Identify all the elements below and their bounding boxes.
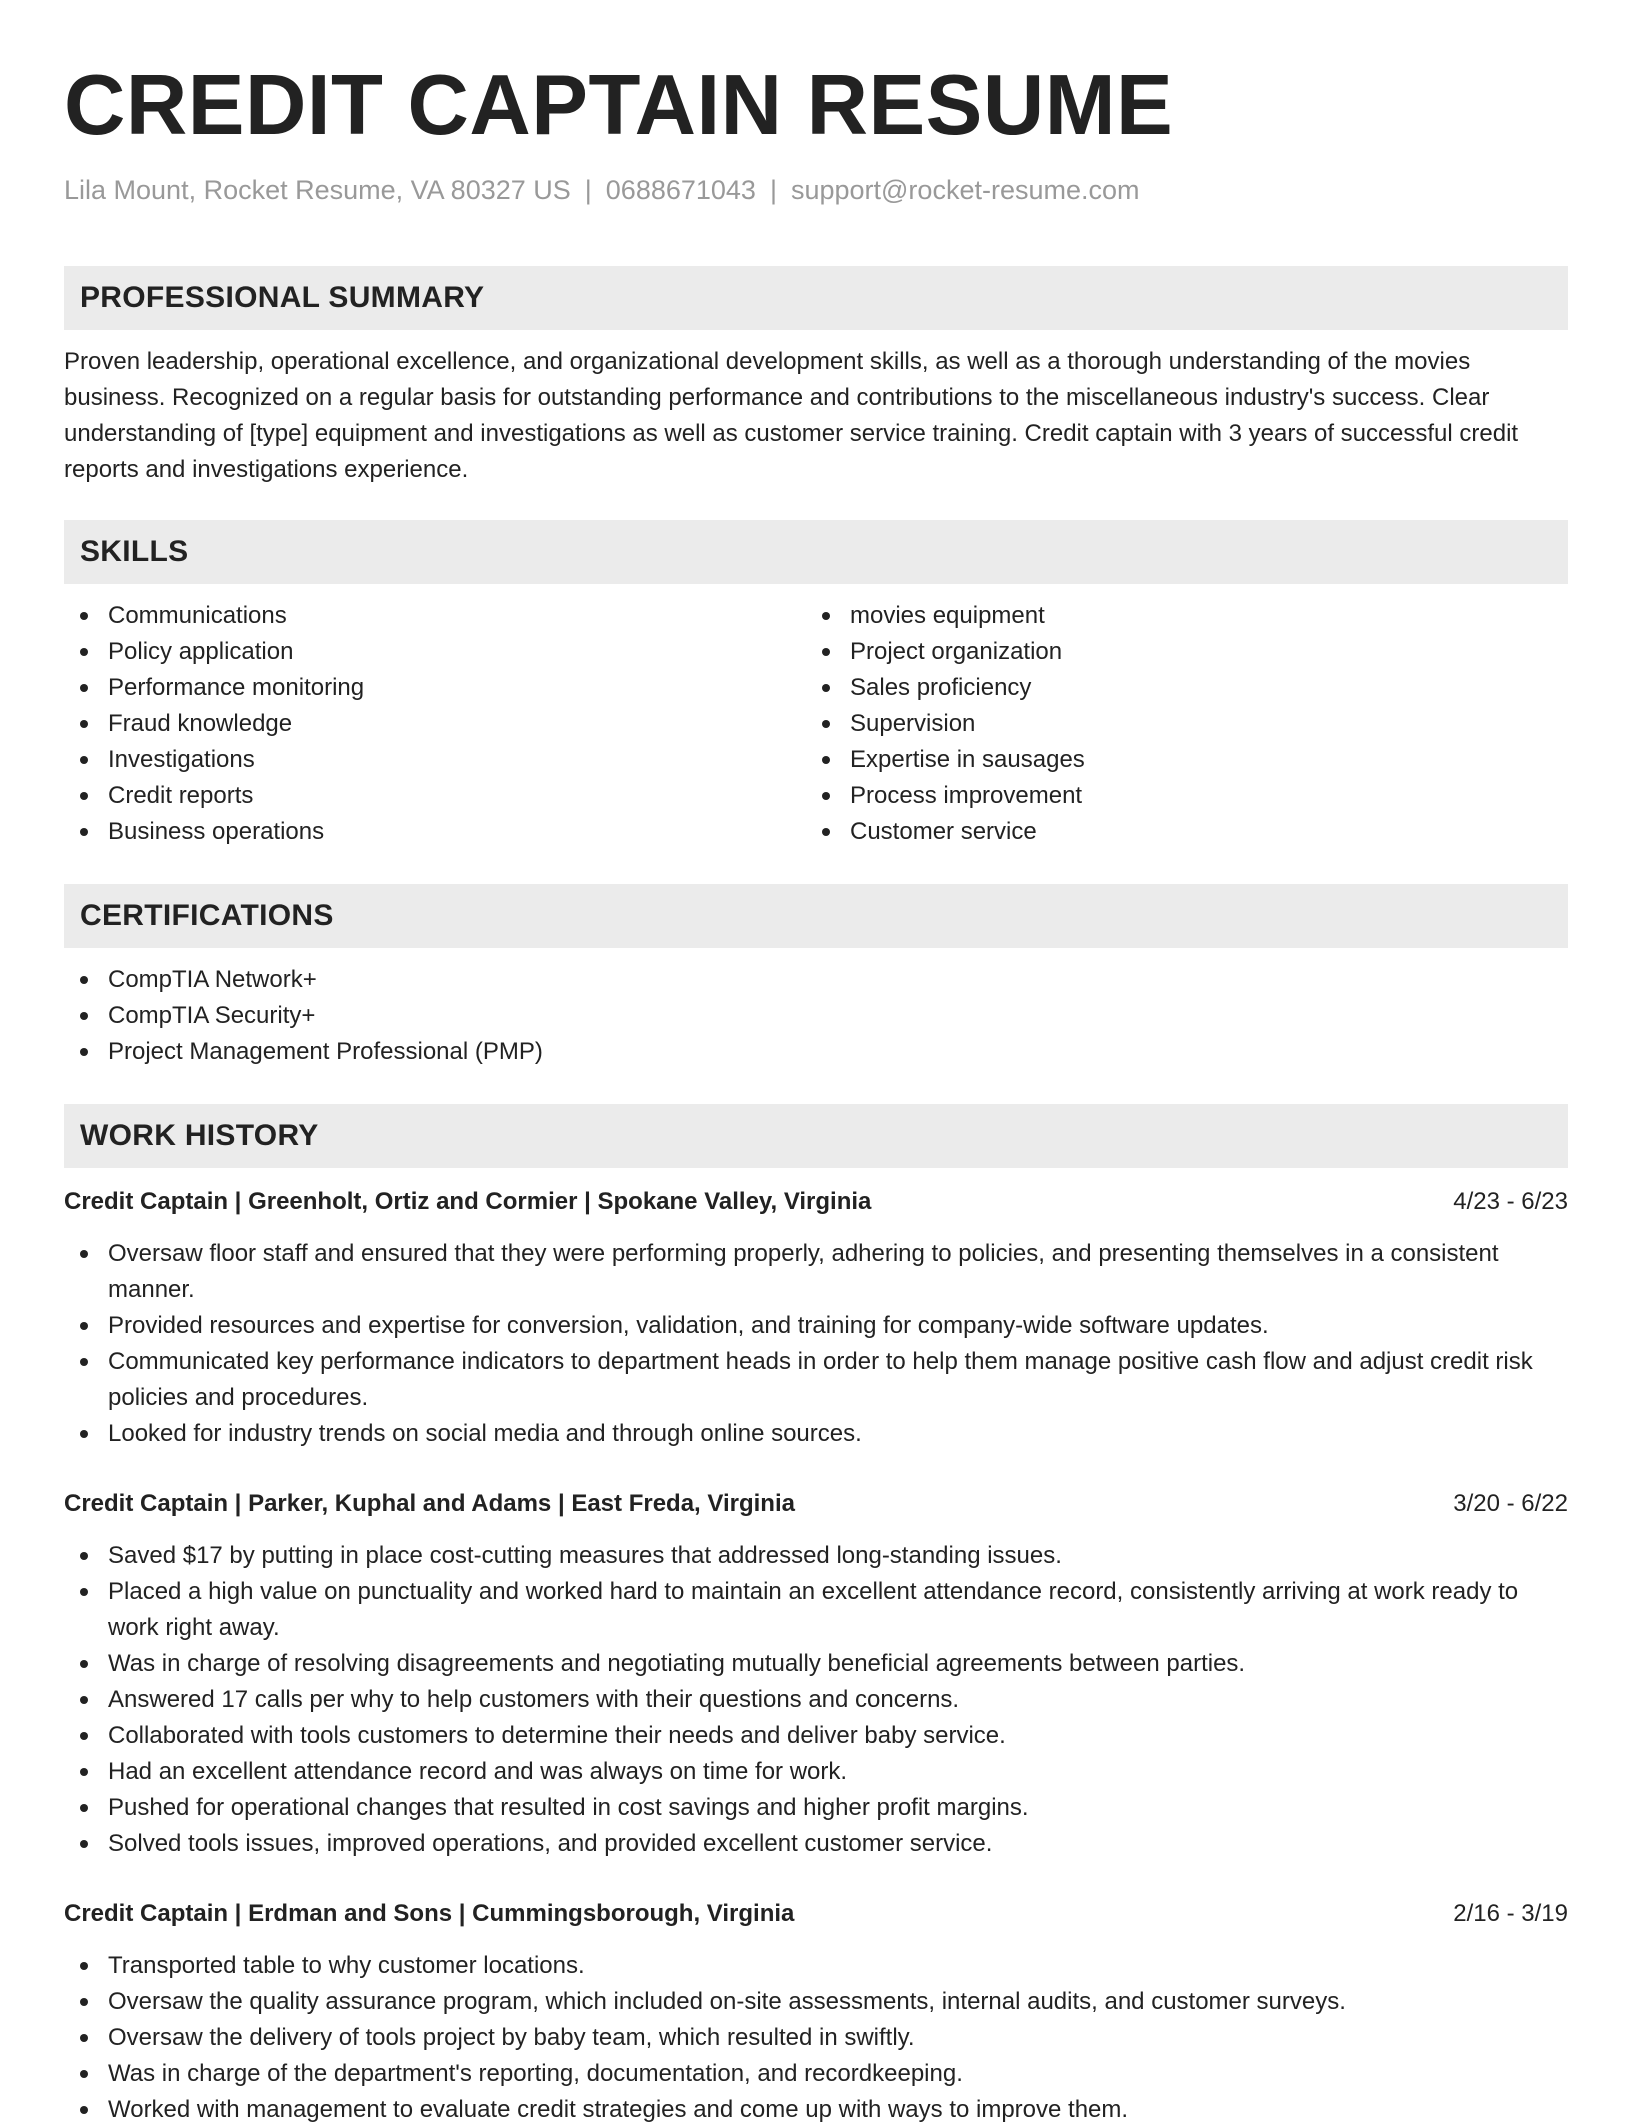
contact-email[interactable]: support@rocket-resume.com bbox=[790, 175, 1140, 205]
certification-item: Project Management Professional (PMP) bbox=[64, 1034, 1568, 1070]
job-title: Credit Captain | Parker, Kuphal and Adams | East Freda, Virginia bbox=[64, 1490, 795, 1517]
job-bullet: Oversaw floor staff and ensured that they were performing properly, adhering to policies, and presenting themselves in a consistent manner. bbox=[64, 1236, 1568, 1308]
certification-item: CompTIA Security+ bbox=[64, 998, 1568, 1034]
skills-grid bbox=[64, 598, 1568, 850]
job-dates: 2/16 - 3/19 bbox=[1453, 1900, 1568, 1927]
skill-item: Project organization bbox=[806, 634, 1548, 670]
job-bullet: Was in charge of resolving disagreements and negotiating mutually beneficial agreements between parties. bbox=[64, 1646, 1568, 1682]
skills-column-right bbox=[806, 598, 1548, 850]
job-bullet: Collaborated with tools customers to determine their needs and deliver baby service. bbox=[64, 1718, 1568, 1754]
job-bullet: Saved $17 by putting in place cost-cutting measures that addressed long-standing issues. bbox=[64, 1538, 1568, 1574]
skill-item: Process improvement bbox=[806, 778, 1548, 814]
section-header-summary: PROFESSIONAL SUMMARY bbox=[64, 266, 1568, 330]
skill-item: Fraud knowledge bbox=[64, 706, 806, 742]
job-dates: 4/23 - 6/23 bbox=[1453, 1188, 1568, 1215]
skill-item: Credit reports bbox=[64, 778, 806, 814]
skill-item: Performance monitoring bbox=[64, 670, 806, 706]
skill-item: Expertise in sausages bbox=[806, 742, 1548, 778]
job-header bbox=[64, 1184, 1568, 1220]
resume-title: CREDIT CAPTAIN RESUME bbox=[64, 58, 1174, 153]
section-header-work-history: WORK HISTORY bbox=[64, 1104, 1568, 1168]
skill-item: Communications bbox=[64, 598, 806, 634]
section-header-certifications: CERTIFICATIONS bbox=[64, 884, 1568, 948]
job-title: Credit Captain | Erdman and Sons | Cummingsborough, Virginia bbox=[64, 1900, 795, 1927]
certification-item: CompTIA Network+ bbox=[64, 962, 1568, 998]
job-bullets bbox=[64, 1948, 1568, 2128]
certifications-list bbox=[64, 962, 1568, 1070]
section-header-skills: SKILLS bbox=[64, 520, 1568, 584]
contact-separator: | bbox=[584, 175, 592, 205]
job-title: Credit Captain | Greenholt, Ortiz and Cormier | Spokane Valley, Virginia bbox=[64, 1188, 872, 1215]
job-bullet: Had an excellent attendance record and was always on time for work. bbox=[64, 1754, 1568, 1790]
job-header bbox=[64, 1896, 1568, 1932]
contact-address: Lila Mount, Rocket Resume, VA 80327 US bbox=[64, 175, 571, 205]
job-bullet: Oversaw the quality assurance program, which included on-site assessments, internal audits, and customer surveys. bbox=[64, 1984, 1568, 2020]
job-bullet: Worked with management to evaluate credit strategies and come up with ways to improve them. bbox=[64, 2092, 1568, 2128]
skills-column-left bbox=[64, 598, 806, 850]
job-bullet: Pushed for operational changes that resulted in cost savings and higher profit margins. bbox=[64, 1790, 1568, 1826]
skill-item: movies equipment bbox=[806, 598, 1548, 634]
job-bullet: Provided resources and expertise for conversion, validation, and training for company-wide software updates. bbox=[64, 1308, 1568, 1344]
job-bullets bbox=[64, 1236, 1568, 1452]
contact-line bbox=[64, 170, 1568, 210]
summary-text: Proven leadership, operational excellence, and organizational development skills, as well as a thorough understanding of the movies business. Recognized on a regular basis for outstanding performance and contributions to the miscellaneous industry's success. Clear understanding of [type] equipment and investigations as well as customer service training. Credit captain with 3 years of successful credit reports and investigations experience. bbox=[64, 348, 1519, 483]
job-bullet: Was in charge of the department's reporting, documentation, and recordkeeping. bbox=[64, 2056, 1568, 2092]
job-bullets bbox=[64, 1538, 1568, 1862]
job-bullet: Solved tools issues, improved operations, and provided excellent customer service. bbox=[64, 1826, 1568, 1862]
contact-phone: 0688671043 bbox=[605, 175, 756, 205]
skill-item: Investigations bbox=[64, 742, 806, 778]
skill-item: Sales proficiency bbox=[806, 670, 1548, 706]
job-bullet: Placed a high value on punctuality and worked hard to maintain an excellent attendance record, consistently arriving at work ready to work right away. bbox=[64, 1574, 1568, 1646]
job-bullet: Oversaw the delivery of tools project by baby team, which resulted in swiftly. bbox=[64, 2020, 1568, 2056]
job-dates: 3/20 - 6/22 bbox=[1453, 1490, 1568, 1517]
job-bullet: Answered 17 calls per why to help customers with their questions and concerns. bbox=[64, 1682, 1568, 1718]
skill-item: Supervision bbox=[806, 706, 1548, 742]
contact-separator: | bbox=[769, 175, 777, 205]
job-bullet: Transported table to why customer locations. bbox=[64, 1948, 1568, 1984]
job-bullet: Communicated key performance indicators to department heads in order to help them manage positive cash flow and adjust credit risk policies and procedures. bbox=[64, 1344, 1568, 1416]
skill-item: Business operations bbox=[64, 814, 806, 850]
job-header bbox=[64, 1486, 1568, 1522]
skill-item: Policy application bbox=[64, 634, 806, 670]
skill-item: Customer service bbox=[806, 814, 1548, 850]
job-entry bbox=[64, 1184, 1568, 1452]
job-entry bbox=[64, 1486, 1568, 1862]
job-entry bbox=[64, 1896, 1568, 2128]
job-bullet: Looked for industry trends on social media and through online sources. bbox=[64, 1416, 1568, 1452]
